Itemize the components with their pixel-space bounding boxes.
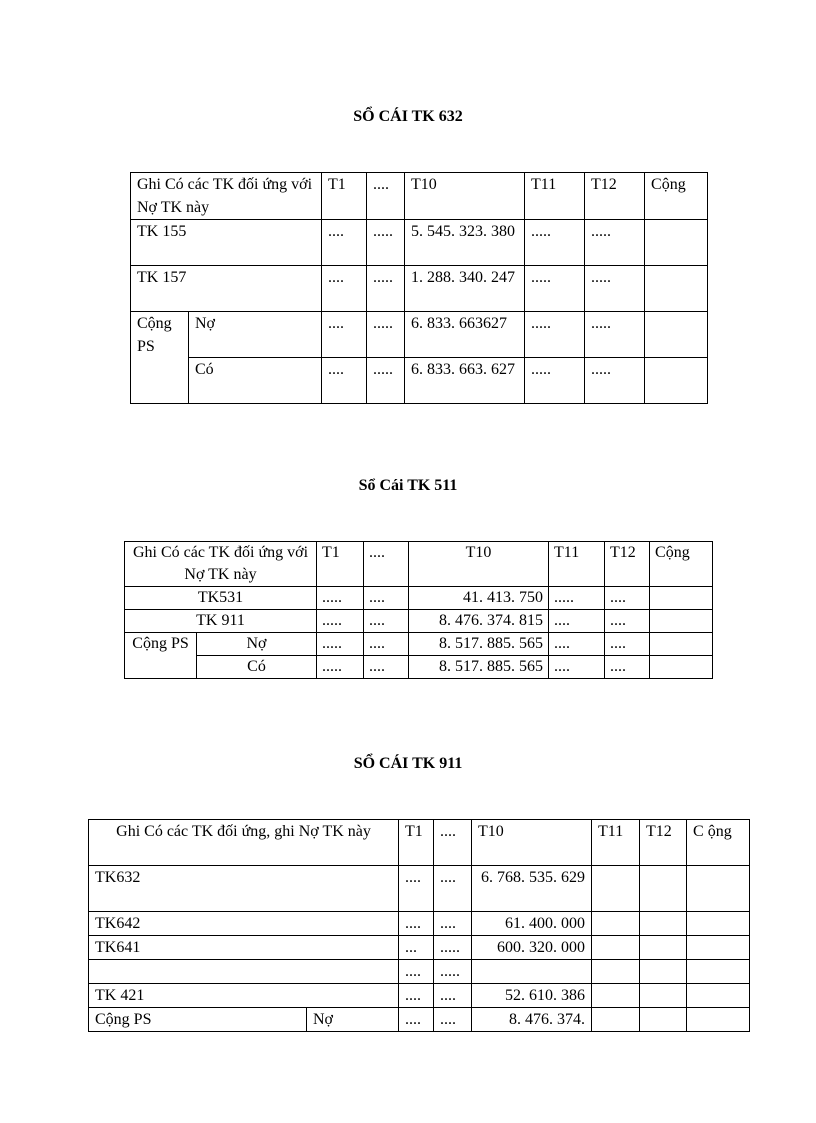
table-row bbox=[89, 912, 750, 936]
dots-cell: .... bbox=[364, 656, 409, 679]
table-row bbox=[131, 220, 708, 266]
t10-cell: 6. 833. 663. 627 bbox=[405, 358, 525, 404]
header-account: Ghi Có các TK đối ứng với Nợ TK này bbox=[131, 173, 322, 220]
t12-cell bbox=[640, 1008, 687, 1032]
t12-cell: .... bbox=[605, 610, 650, 633]
t12-cell bbox=[640, 866, 687, 912]
account-cell: TK531 bbox=[125, 587, 317, 610]
header-t1: T1 bbox=[322, 173, 367, 220]
t10-cell: 5. 545. 323. 380 bbox=[405, 220, 525, 266]
debit-label: Nợ bbox=[197, 633, 317, 656]
t11-cell bbox=[592, 866, 640, 912]
header-account: Ghi Có các TK đối ứng với Nợ TK này bbox=[125, 542, 317, 587]
header-total: C ộng bbox=[687, 820, 750, 866]
dots-cell: .... bbox=[364, 587, 409, 610]
account-cell: TK641 bbox=[89, 936, 399, 960]
summary-debit-row bbox=[131, 312, 708, 358]
summary-label: Cộng PS bbox=[131, 312, 189, 404]
summary-debit-row bbox=[89, 1008, 750, 1032]
t12-cell: ..... bbox=[585, 266, 645, 312]
t11-cell: ..... bbox=[525, 312, 585, 358]
t10-cell: 8. 476. 374. bbox=[472, 1008, 592, 1032]
t12-cell bbox=[640, 936, 687, 960]
account-cell: TK 911 bbox=[125, 610, 317, 633]
total-cell bbox=[687, 866, 750, 912]
header-t11: T11 bbox=[525, 173, 585, 220]
header-dots: .... bbox=[364, 542, 409, 587]
t12-cell: .... bbox=[605, 633, 650, 656]
header-account-text: Ghi Có các TK đối ứng, ghi Nợ TK này bbox=[116, 823, 371, 840]
total-cell bbox=[687, 936, 750, 960]
t1-cell: ..... bbox=[317, 633, 364, 656]
header-t12: T12 bbox=[605, 542, 650, 587]
header-t12: T12 bbox=[640, 820, 687, 866]
total-cell bbox=[650, 610, 713, 633]
t11-cell: .... bbox=[549, 610, 605, 633]
dots-cell: .... bbox=[434, 912, 472, 936]
table-row bbox=[131, 266, 708, 312]
total-cell bbox=[645, 220, 708, 266]
total-cell bbox=[645, 266, 708, 312]
total-cell bbox=[687, 912, 750, 936]
t1-cell: .... bbox=[399, 960, 434, 984]
t1-cell: .... bbox=[399, 1008, 434, 1032]
t1-cell: .... bbox=[322, 358, 367, 404]
t11-cell: ..... bbox=[525, 220, 585, 266]
total-cell bbox=[687, 1008, 750, 1032]
table-row bbox=[125, 587, 713, 610]
ledger-title-911: SỔ CÁI TK 911 bbox=[353, 755, 463, 772]
credit-label: Có bbox=[197, 656, 317, 679]
account-cell: TK642 bbox=[89, 912, 399, 936]
t11-cell bbox=[592, 984, 640, 1008]
dots-cell: ..... bbox=[367, 266, 405, 312]
dots-cell: .... bbox=[434, 866, 472, 912]
dots-cell: ..... bbox=[434, 936, 472, 960]
ledger-table-632 bbox=[130, 172, 708, 404]
header-dots: .... bbox=[434, 820, 472, 866]
t1-cell: ..... bbox=[317, 610, 364, 633]
table-row bbox=[125, 610, 713, 633]
header-t11: T11 bbox=[549, 542, 605, 587]
total-cell bbox=[645, 312, 708, 358]
t12-cell bbox=[640, 960, 687, 984]
t10-cell: 41. 413. 750 bbox=[409, 587, 549, 610]
t1-cell: .... bbox=[399, 984, 434, 1008]
total-cell bbox=[645, 358, 708, 404]
t11-cell: .... bbox=[549, 656, 605, 679]
table-header-row bbox=[125, 542, 713, 587]
t1-cell: .... bbox=[322, 220, 367, 266]
t11-cell: ..... bbox=[525, 358, 585, 404]
dots-cell: ..... bbox=[367, 220, 405, 266]
total-cell bbox=[650, 633, 713, 656]
t11-cell bbox=[592, 936, 640, 960]
header-t1: T1 bbox=[399, 820, 434, 866]
table-row bbox=[89, 936, 750, 960]
t12-cell: ..... bbox=[585, 358, 645, 404]
ledger-title-511: Sổ Cái TK 511 bbox=[358, 477, 458, 494]
summary-credit-row bbox=[125, 656, 713, 679]
t12-cell: .... bbox=[605, 656, 650, 679]
ledger-table-911 bbox=[88, 819, 750, 1032]
total-cell bbox=[650, 587, 713, 610]
header-t10: T10 bbox=[405, 173, 525, 220]
summary-debit-row bbox=[125, 633, 713, 656]
header-t10: T10 bbox=[472, 820, 592, 866]
t10-cell: 6. 768. 535. 629 bbox=[472, 866, 592, 912]
t1-cell: ..... bbox=[317, 587, 364, 610]
t10-cell: 6. 833. 663627 bbox=[405, 312, 525, 358]
t11-cell: .... bbox=[549, 633, 605, 656]
table-row bbox=[89, 984, 750, 1008]
t12-cell bbox=[640, 912, 687, 936]
summary-credit-row bbox=[131, 358, 708, 404]
summary-label: Cộng PS bbox=[125, 633, 197, 679]
t11-cell: ..... bbox=[549, 587, 605, 610]
t12-cell: .... bbox=[605, 587, 650, 610]
dots-cell: .... bbox=[434, 1008, 472, 1032]
debit-label: Nợ bbox=[307, 1008, 399, 1032]
dots-cell: ..... bbox=[367, 312, 405, 358]
t10-cell: 600. 320. 000 bbox=[472, 936, 592, 960]
dots-cell: ..... bbox=[434, 960, 472, 984]
t11-cell bbox=[592, 912, 640, 936]
t12-cell: ..... bbox=[585, 220, 645, 266]
t1-cell: .... bbox=[399, 912, 434, 936]
ledger-table-511 bbox=[124, 541, 713, 679]
t1-cell: ... bbox=[399, 936, 434, 960]
table-header-row bbox=[131, 173, 708, 220]
t11-cell bbox=[592, 1008, 640, 1032]
t10-cell: 8. 517. 885. 565 bbox=[409, 633, 549, 656]
summary-label: Cộng PS bbox=[89, 1008, 307, 1032]
t1-cell: .... bbox=[399, 866, 434, 912]
header-t1: T1 bbox=[317, 542, 364, 587]
dots-cell: .... bbox=[434, 984, 472, 1008]
t10-cell: 61. 400. 000 bbox=[472, 912, 592, 936]
t10-cell: 52. 610. 386 bbox=[472, 984, 592, 1008]
header-t11: T11 bbox=[592, 820, 640, 866]
total-cell bbox=[650, 656, 713, 679]
t1-cell: ..... bbox=[317, 656, 364, 679]
total-cell bbox=[687, 984, 750, 1008]
account-cell: TK632 bbox=[89, 866, 399, 912]
t12-cell bbox=[640, 984, 687, 1008]
account-cell: TK 155 bbox=[131, 220, 322, 266]
header-t12: T12 bbox=[585, 173, 645, 220]
dots-cell: .... bbox=[364, 610, 409, 633]
header-dots: .... bbox=[367, 173, 405, 220]
dots-cell: ..... bbox=[367, 358, 405, 404]
t10-cell: 8. 476. 374. 815 bbox=[409, 610, 549, 633]
account-cell bbox=[89, 960, 399, 984]
debit-label: Nợ bbox=[189, 312, 322, 358]
t1-cell: .... bbox=[322, 312, 367, 358]
table-row bbox=[89, 866, 750, 912]
t12-cell: ..... bbox=[585, 312, 645, 358]
dots-cell: .... bbox=[364, 633, 409, 656]
t10-cell: 1. 288. 340. 247 bbox=[405, 266, 525, 312]
account-cell: TK 157 bbox=[131, 266, 322, 312]
t10-cell: 8. 517. 885. 565 bbox=[409, 656, 549, 679]
t1-cell: .... bbox=[322, 266, 367, 312]
table-row bbox=[89, 960, 750, 984]
header-total: Cộng bbox=[650, 542, 713, 587]
ledger-title-632: SỔ CÁI TK 632 bbox=[353, 108, 463, 125]
account-cell: TK 421 bbox=[89, 984, 399, 1008]
header-t10: T10 bbox=[409, 542, 549, 587]
t10-cell bbox=[472, 960, 592, 984]
header-account bbox=[89, 820, 399, 866]
t11-cell: ..... bbox=[525, 266, 585, 312]
total-cell bbox=[687, 960, 750, 984]
table-header-row bbox=[89, 820, 750, 866]
header-total: Cộng bbox=[645, 173, 708, 220]
t11-cell bbox=[592, 960, 640, 984]
credit-label: Có bbox=[189, 358, 322, 404]
